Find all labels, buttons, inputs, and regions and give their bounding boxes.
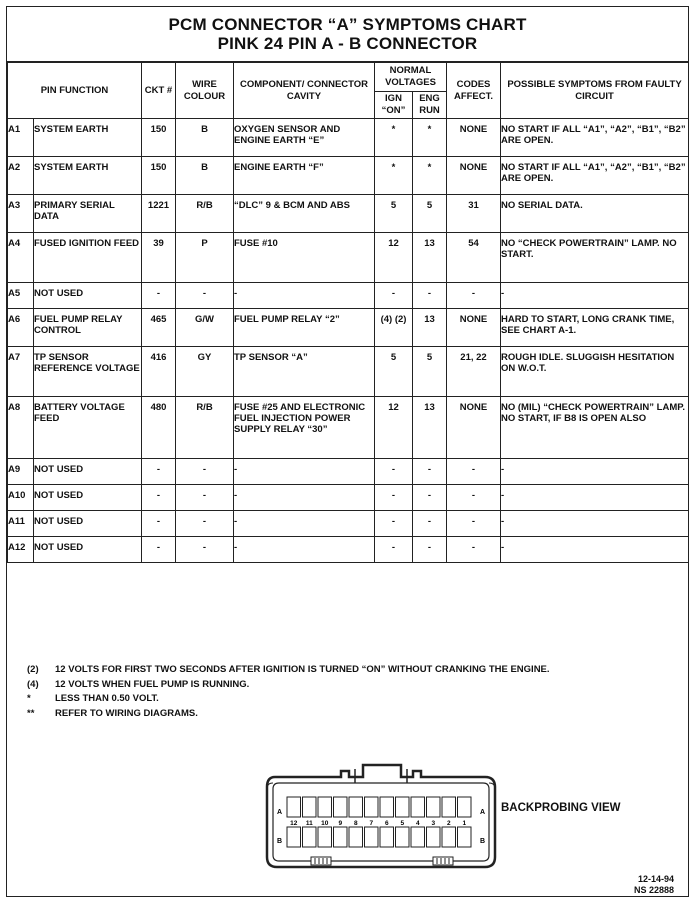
table-row [8, 537, 689, 563]
header-symptoms: POSSIBLE SYMPTOMS FROM FAULTY CIRCUIT [501, 63, 689, 119]
symptoms-cell: NO SERIAL DATA. [501, 195, 689, 233]
function-cell: PRIMARY SERIAL DATA [34, 195, 142, 233]
row-b-label-left: B [277, 838, 283, 845]
footnote-text: 12 VOLTS WHEN FUEL PUMP IS RUNNING. [55, 678, 250, 690]
row-a-label-right: A [480, 809, 486, 816]
component-cell: TP SENSOR “A” [234, 347, 375, 397]
cavity-row-b [442, 827, 456, 847]
ckt-cell: - [142, 459, 176, 485]
wire-colour-cell: G/W [176, 309, 234, 347]
cavity-row-a [427, 797, 441, 817]
eng-run-cell: - [413, 511, 447, 537]
eng-run-cell: - [413, 283, 447, 309]
cavity-row-a [318, 797, 332, 817]
component-cell: FUEL PUMP RELAY “2” [234, 309, 375, 347]
symptoms-cell: ROUGH IDLE. SLUGGISH HESITATION ON W.O.T. [501, 347, 689, 397]
function-cell: TP SENSOR REFERENCE VOLTAGE [34, 347, 142, 397]
eng-run-cell: - [413, 459, 447, 485]
pin-number-label: 6 [384, 820, 389, 827]
cavity-row-a [287, 797, 301, 817]
function-cell: BATTERY VOLTAGE FEED [34, 397, 142, 459]
pin-cell: A7 [8, 347, 34, 397]
wire-colour-cell: R/B [176, 195, 234, 233]
ckt-cell: 480 [142, 397, 176, 459]
pin-number-label: 11 [305, 820, 313, 827]
cavity-row-b [411, 827, 425, 847]
pin-cell: A5 [8, 283, 34, 309]
codes-cell: 21, 22 [447, 347, 501, 397]
codes-cell: 54 [447, 233, 501, 283]
symptoms-cell: NO START IF ALL “A1”, “A2”, “B1”, “B2” ARE OPEN. [501, 157, 689, 195]
table-row [8, 157, 689, 195]
backprobing-view-label: BACKPROBING VIEW [501, 802, 621, 814]
function-cell: FUSED IGNITION FEED [34, 233, 142, 283]
cavity-row-b [349, 827, 363, 847]
ign-on-cell: - [375, 485, 413, 511]
symptoms-table [7, 62, 689, 563]
wire-colour-cell: - [176, 459, 234, 485]
pin-cell: A6 [8, 309, 34, 347]
pin-cell: A4 [8, 233, 34, 283]
symptoms-cell: - [501, 459, 689, 485]
ckt-cell: - [142, 283, 176, 309]
pin-number-label: 4 [415, 820, 420, 827]
ign-on-cell: * [375, 157, 413, 195]
pin-cell: A3 [8, 195, 34, 233]
bottom-tab-left [311, 857, 331, 865]
ign-on-cell: - [375, 511, 413, 537]
table-row [8, 511, 689, 537]
symptoms-cell: NO “CHECK POWERTRAIN” LAMP. NO START. [501, 233, 689, 283]
function-cell: NOT USED [34, 537, 142, 563]
ign-on-cell: 5 [375, 195, 413, 233]
cavity-row-a [349, 797, 363, 817]
ckt-cell: - [142, 511, 176, 537]
table-row [8, 233, 689, 283]
symptoms-cell: NO START IF ALL “A1”, “A2”, “B1”, “B2” ARE OPEN. [501, 119, 689, 157]
table-row [8, 459, 689, 485]
symptoms-cell: - [501, 485, 689, 511]
bottom-tab-right [433, 857, 453, 865]
ckt-cell: 416 [142, 347, 176, 397]
ckt-cell: - [142, 537, 176, 563]
function-cell: SYSTEM EARTH [34, 157, 142, 195]
symptoms-cell: - [501, 283, 689, 309]
cavity-row-a [303, 797, 317, 817]
wire-colour-cell: - [176, 537, 234, 563]
cavity-row-a [365, 797, 379, 817]
ign-on-cell: 12 [375, 233, 413, 283]
pin-number-label: 8 [353, 820, 358, 827]
function-cell: NOT USED [34, 459, 142, 485]
header-ckt: CKT # [142, 63, 176, 119]
pin-number-label: 3 [431, 820, 436, 827]
wire-colour-cell: P [176, 233, 234, 283]
row-a-label-left: A [277, 809, 283, 816]
eng-run-cell: 5 [413, 195, 447, 233]
codes-cell: NONE [447, 119, 501, 157]
footer-code: NS 22888 [633, 885, 674, 895]
footer-date: 12-14-94 [637, 874, 674, 884]
eng-run-cell: 13 [413, 233, 447, 283]
cavity-row-b [396, 827, 410, 847]
pin-number-label: 7 [369, 820, 374, 827]
symptoms-cell: - [501, 511, 689, 537]
cavity-row-b [458, 827, 472, 847]
footnote [27, 707, 550, 722]
row-b-label-right: B [480, 838, 486, 845]
codes-cell: NONE [447, 309, 501, 347]
eng-run-cell: 13 [413, 309, 447, 347]
title-line-2: PINK 24 PIN A - B CONNECTOR [217, 34, 478, 53]
footnote-mark: (4) [27, 678, 39, 690]
pin-cell: A9 [8, 459, 34, 485]
eng-run-cell: * [413, 119, 447, 157]
table-row [8, 195, 689, 233]
footnote [27, 663, 550, 678]
cavity-row-a [396, 797, 410, 817]
header-codes: CODES AFFECT. [447, 63, 501, 119]
component-cell: - [234, 511, 375, 537]
cavity-row-a [442, 797, 456, 817]
footnote-text: LESS THAN 0.50 VOLT. [55, 693, 159, 704]
footnote-mark: * [27, 693, 31, 704]
eng-run-cell: 5 [413, 347, 447, 397]
ign-on-cell: - [375, 459, 413, 485]
header-eng-run: ENG RUN [413, 92, 447, 119]
table-row [8, 347, 689, 397]
cavity-row-b [318, 827, 332, 847]
ign-on-cell: * [375, 119, 413, 157]
footnote [27, 692, 550, 707]
ckt-cell: 150 [142, 119, 176, 157]
pin-cell: A11 [8, 511, 34, 537]
footnotes [27, 663, 550, 721]
codes-cell: - [447, 537, 501, 563]
ign-on-cell: - [375, 283, 413, 309]
wire-colour-cell: - [176, 485, 234, 511]
header-wire-colour: WIRE COLOUR [176, 63, 234, 119]
cavity-row-b [334, 827, 348, 847]
codes-cell: - [447, 485, 501, 511]
codes-cell: - [447, 459, 501, 485]
pin-number-label: 9 [338, 820, 343, 827]
title-line-1: PCM CONNECTOR “A” SYMPTOMS CHART [168, 15, 527, 34]
pin-number-label: 12 [290, 820, 298, 827]
wire-colour-cell: - [176, 511, 234, 537]
footnote-text: REFER TO WIRING DIAGRAMS. [55, 707, 198, 719]
ign-on-cell: 5 [375, 347, 413, 397]
table-row [8, 283, 689, 309]
ign-on-cell: - [375, 537, 413, 563]
function-cell: FUEL PUMP RELAY CONTROL [34, 309, 142, 347]
eng-run-cell: * [413, 157, 447, 195]
component-cell: “DLC” 9 & BCM AND ABS [234, 195, 375, 233]
pin-cell: A12 [8, 537, 34, 563]
table-row [8, 485, 689, 511]
component-cell: OXYGEN SENSOR AND ENGINE EARTH “E” [234, 119, 375, 157]
cavity-row-a [458, 797, 472, 817]
pin-number-label: 5 [400, 820, 405, 827]
function-cell: NOT USED [34, 485, 142, 511]
footnote-mark: (2) [27, 664, 39, 675]
document-footer [634, 874, 674, 896]
table-row [8, 397, 689, 459]
function-cell: NOT USED [34, 511, 142, 537]
cavity-row-b [287, 827, 301, 847]
ckt-cell: 1221 [142, 195, 176, 233]
ign-on-cell: 12 [375, 397, 413, 459]
footnote-mark: ** [27, 707, 35, 719]
component-cell: - [234, 283, 375, 309]
codes-cell: - [447, 511, 501, 537]
cavity-row-a [380, 797, 394, 817]
wire-colour-cell: - [176, 283, 234, 309]
component-cell: ENGINE EARTH “F” [234, 157, 375, 195]
component-cell: - [234, 459, 375, 485]
pin-cell: A2 [8, 157, 34, 195]
ckt-cell: 39 [142, 233, 176, 283]
wire-colour-cell: GY [176, 347, 234, 397]
codes-cell: 31 [447, 195, 501, 233]
function-cell: NOT USED [34, 283, 142, 309]
table-row [8, 119, 689, 157]
pin-cell: A8 [8, 397, 34, 459]
footnote [27, 678, 550, 693]
symptoms-cell: HARD TO START, LONG CRANK TIME, SEE CHART A-1. [501, 309, 689, 347]
codes-cell: NONE [447, 397, 501, 459]
chart-sheet [6, 6, 689, 897]
cavity-row-a [411, 797, 425, 817]
connector-diagram [261, 761, 501, 873]
footnote-text: 12 VOLTS FOR FIRST TWO SECONDS AFTER IGNITION IS TURNED “ON” WITHOUT CRANKING THE ENGINE. [55, 664, 550, 675]
ign-on-cell: (4) (2) [375, 309, 413, 347]
cavity-row-a [334, 797, 348, 817]
header-normal-voltages: NORMAL VOLTAGES [375, 63, 447, 92]
pin-number-label: 10 [321, 820, 329, 827]
component-cell: FUSE #10 [234, 233, 375, 283]
wire-colour-cell: B [176, 157, 234, 195]
header-component: COMPONENT/ CONNECTOR CAVITY [234, 63, 375, 119]
cavity-row-b [365, 827, 379, 847]
component-cell: - [234, 485, 375, 511]
codes-cell: - [447, 283, 501, 309]
wire-colour-cell: R/B [176, 397, 234, 459]
function-cell: SYSTEM EARTH [34, 119, 142, 157]
table-row [8, 309, 689, 347]
component-cell: - [234, 537, 375, 563]
cavity-row-b [427, 827, 441, 847]
eng-run-cell: 13 [413, 397, 447, 459]
wire-colour-cell: B [176, 119, 234, 157]
eng-run-cell: - [413, 537, 447, 563]
symptoms-cell: NO (MIL) “CHECK POWERTRAIN” LAMP. NO START, IF B8 IS OPEN ALSO [501, 397, 689, 459]
ckt-cell: 150 [142, 157, 176, 195]
pin-number-label: 2 [446, 820, 451, 827]
cavity-row-b [303, 827, 317, 847]
eng-run-cell: - [413, 485, 447, 511]
header-ign-on: IGN “ON” [375, 92, 413, 119]
pin-cell: A1 [8, 119, 34, 157]
cavity-row-b [380, 827, 394, 847]
ckt-cell: 465 [142, 309, 176, 347]
pin-number-label: 1 [462, 820, 467, 827]
chart-title [7, 15, 688, 53]
symptoms-cell: - [501, 537, 689, 563]
ckt-cell: - [142, 485, 176, 511]
header-pin-function: PIN FUNCTION [8, 63, 142, 119]
codes-cell: NONE [447, 157, 501, 195]
pin-cell: A10 [8, 485, 34, 511]
component-cell: FUSE #25 AND ELECTRONIC FUEL INJECTION POWER SUPPLY RELAY “30” [234, 397, 375, 459]
